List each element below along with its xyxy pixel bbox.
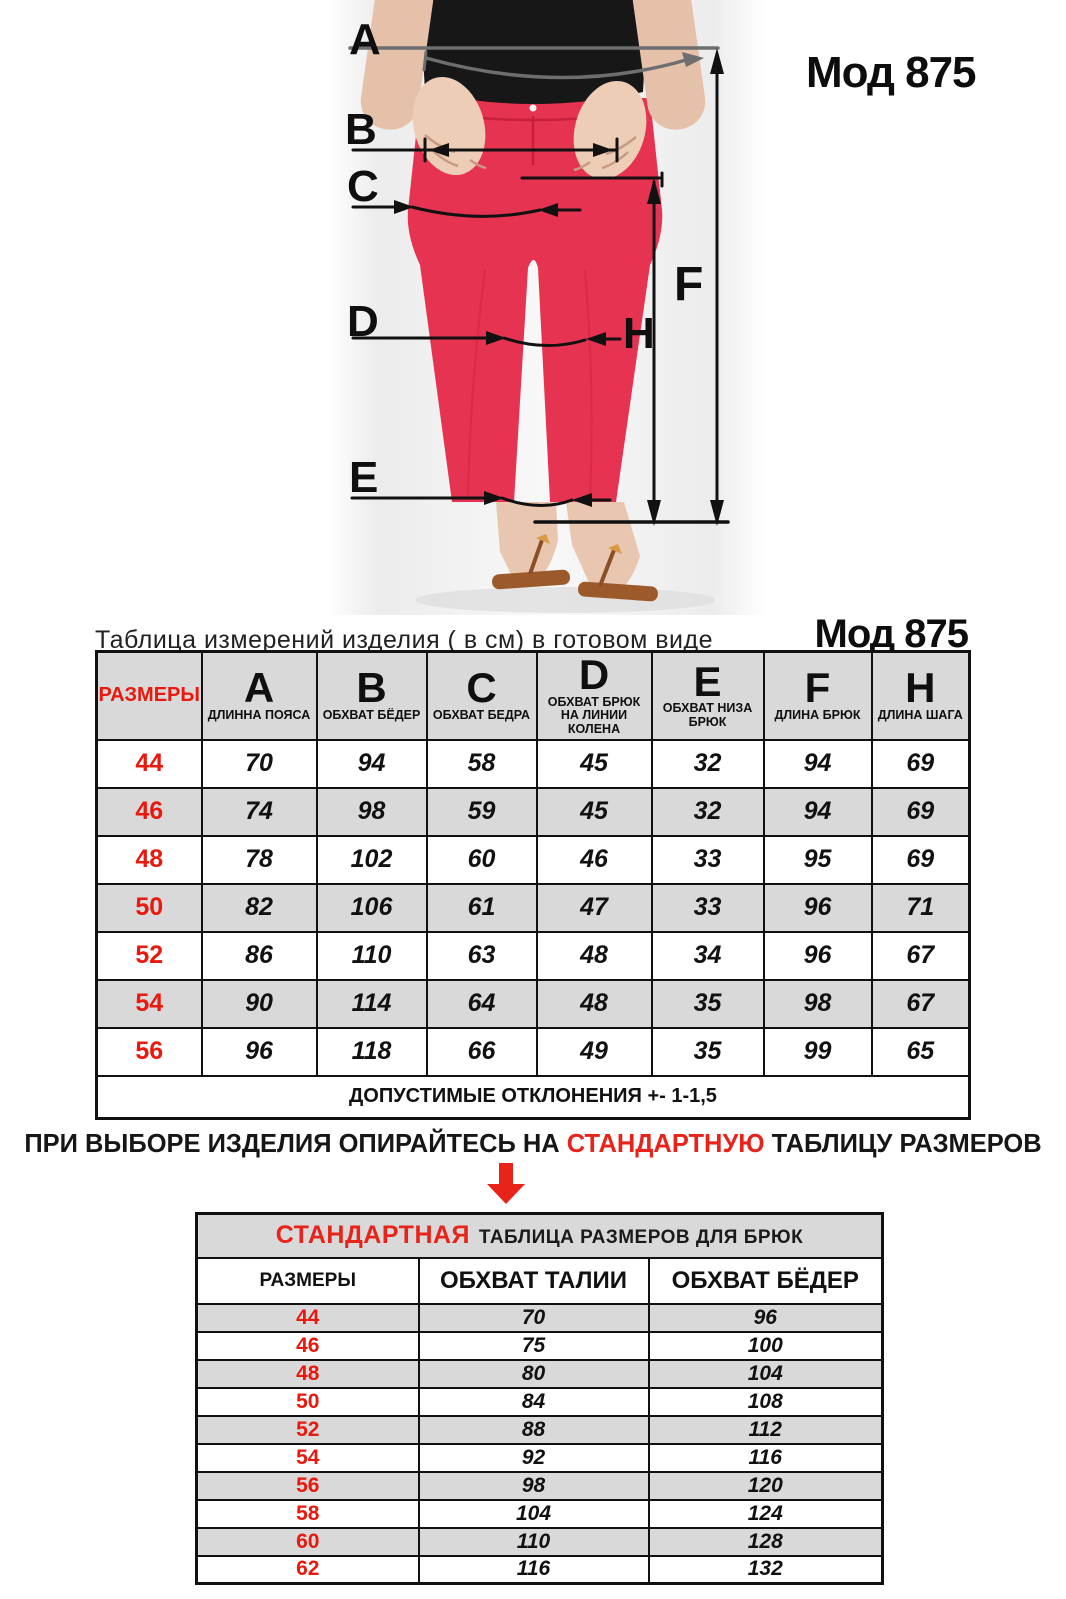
size-value: 44 <box>197 1304 419 1332</box>
measurement-value: 59 <box>427 788 537 836</box>
measurement-value: 69 <box>872 740 970 788</box>
measurement-value: 65 <box>872 1028 970 1076</box>
measurement-value: 32 <box>652 740 764 788</box>
model-title: Мод 875 <box>806 48 976 97</box>
measurement-value: 45 <box>537 788 652 836</box>
size-value: 46 <box>97 788 202 836</box>
hips-value: 120 <box>649 1472 883 1500</box>
measurement-value: 61 <box>427 884 537 932</box>
size-value: 50 <box>197 1388 419 1416</box>
standard-row-62 <box>197 1556 883 1584</box>
waist-value: 88 <box>419 1416 649 1444</box>
measurement-value: 64 <box>427 980 537 1028</box>
measurement-row-48 <box>97 836 970 884</box>
measurement-value: 34 <box>652 932 764 980</box>
column-header-D: D ОБХВАТ БРЮК НА ЛИНИИ КОЛЕНА <box>537 652 652 740</box>
size-value: 54 <box>97 980 202 1028</box>
size-value: 60 <box>197 1528 419 1556</box>
measurement-value: 90 <box>202 980 317 1028</box>
measurement-value: 47 <box>537 884 652 932</box>
measure-label-d: D <box>347 297 379 346</box>
measurement-row-54 <box>97 980 970 1028</box>
measurement-value: 95 <box>764 836 872 884</box>
measurement-value: 32 <box>652 788 764 836</box>
measurement-value: 78 <box>202 836 317 884</box>
standard-table-title-row <box>197 1214 883 1258</box>
measurement-value: 67 <box>872 980 970 1028</box>
hips-value: 96 <box>649 1304 883 1332</box>
hips-value: 108 <box>649 1388 883 1416</box>
waist-value: 98 <box>419 1472 649 1500</box>
size-value: 44 <box>97 740 202 788</box>
size-value: 56 <box>97 1028 202 1076</box>
advisory-pre: ПРИ ВЫБОРЕ ИЗДЕЛИЯ ОПИРАЙТЕСЬ НА <box>24 1128 567 1158</box>
column-header-F: F ДЛИНА БРЮК <box>764 652 872 740</box>
size-value: 50 <box>97 884 202 932</box>
measure-label-e: E <box>349 453 379 502</box>
measurement-row-46 <box>97 788 970 836</box>
measure-label-f: F <box>674 258 704 311</box>
measurement-value: 48 <box>537 932 652 980</box>
measurement-value: 69 <box>872 788 970 836</box>
measurement-value: 35 <box>652 1028 764 1076</box>
size-value: 56 <box>197 1472 419 1500</box>
tolerance-note: ДОПУСТИМЫЕ ОТКЛОНЕНИЯ +- 1-1,5 <box>97 1076 970 1119</box>
measurement-value: 71 <box>872 884 970 932</box>
standard-table-title-rest: ТАБЛИЦА РАЗМЕРОВ ДЛЯ БРЮК <box>478 1227 804 1249</box>
measurement-value: 33 <box>652 884 764 932</box>
measurement-value: 86 <box>202 932 317 980</box>
waist-value: 84 <box>419 1388 649 1416</box>
measurement-value: 49 <box>537 1028 652 1076</box>
hips-value: 132 <box>649 1556 883 1584</box>
hips-value: 104 <box>649 1360 883 1388</box>
hips-value: 112 <box>649 1416 883 1444</box>
waist-value: 110 <box>419 1528 649 1556</box>
measurement-table-header <box>97 652 970 740</box>
standard-row-58 <box>197 1500 883 1528</box>
measurement-value: 114 <box>317 980 427 1028</box>
measurement-table-title: Таблица измерений изделия ( в см) в готовом виде <box>95 626 714 654</box>
advisory-text <box>11 1128 1056 1159</box>
hips-value: 124 <box>649 1500 883 1528</box>
standard-sizes-header: РАЗМЕРЫ <box>197 1258 419 1304</box>
measurement-value: 70 <box>202 740 317 788</box>
size-value: 48 <box>97 836 202 884</box>
hips-value: 100 <box>649 1332 883 1360</box>
measurement-row-52 <box>97 932 970 980</box>
standard-row-56 <box>197 1472 883 1500</box>
measurement-value: 96 <box>764 884 872 932</box>
standard-table-header <box>197 1258 883 1304</box>
standard-row-44 <box>197 1304 883 1332</box>
waist-value: 80 <box>419 1360 649 1388</box>
column-header-H: H ДЛИНА ШАГА <box>872 652 970 740</box>
measurement-value: 99 <box>764 1028 872 1076</box>
size-value: 62 <box>197 1556 419 1584</box>
measurement-row-50 <box>97 884 970 932</box>
advisory-post: ТАБЛИЦУ РАЗМЕРОВ <box>764 1128 1042 1158</box>
measurement-value: 106 <box>317 884 427 932</box>
measurement-value: 74 <box>202 788 317 836</box>
sizes-column-header: РАЗМЕРЫ <box>97 652 202 740</box>
hips-header: ОБХВАТ БЁДЕР <box>649 1258 883 1304</box>
size-value: 58 <box>197 1500 419 1528</box>
measurement-value: 60 <box>427 836 537 884</box>
waist-value: 70 <box>419 1304 649 1332</box>
measurement-value: 35 <box>652 980 764 1028</box>
size-value: 52 <box>197 1416 419 1444</box>
measurement-value: 98 <box>764 980 872 1028</box>
standard-row-46 <box>197 1332 883 1360</box>
waist-value: 75 <box>419 1332 649 1360</box>
measurement-value: 94 <box>764 740 872 788</box>
measurement-value: 58 <box>427 740 537 788</box>
measure-label-a: A <box>349 15 381 64</box>
standard-row-54 <box>197 1444 883 1472</box>
measurement-value: 118 <box>317 1028 427 1076</box>
size-value: 48 <box>197 1360 419 1388</box>
size-value: 52 <box>97 932 202 980</box>
measurement-value: 96 <box>202 1028 317 1076</box>
column-header-B: B ОБХВАТ БЁДЕР <box>317 652 427 740</box>
hips-value: 128 <box>649 1528 883 1556</box>
standard-table-title-highlight: СТАНДАРТНАЯ <box>275 1221 471 1250</box>
waist-header: ОБХВАТ ТАЛИИ <box>419 1258 649 1304</box>
column-header-A: A ДЛИННА ПОЯСА <box>202 652 317 740</box>
measurement-row-56 <box>97 1028 970 1076</box>
measure-label-h: H <box>623 309 655 358</box>
column-header-E: E ОБХВАТ НИЗА БРЮК <box>652 652 764 740</box>
size-value: 46 <box>197 1332 419 1360</box>
measurement-value: 110 <box>317 932 427 980</box>
measurement-value: 98 <box>317 788 427 836</box>
waist-value: 116 <box>419 1556 649 1584</box>
size-value: 54 <box>197 1444 419 1472</box>
tolerance-row <box>97 1076 970 1119</box>
standard-row-48 <box>197 1360 883 1388</box>
waist-value: 92 <box>419 1444 649 1472</box>
standard-row-52 <box>197 1416 883 1444</box>
down-arrow-icon <box>487 1163 525 1205</box>
measurement-value: 94 <box>317 740 427 788</box>
product-photo-diagram <box>0 0 1066 630</box>
measurement-value: 96 <box>764 932 872 980</box>
standard-row-50 <box>197 1388 883 1416</box>
measurement-value: 63 <box>427 932 537 980</box>
measurement-value: 67 <box>872 932 970 980</box>
measure-label-b: B <box>345 105 377 154</box>
measurement-value: 69 <box>872 836 970 884</box>
measurement-row-44 <box>97 740 970 788</box>
measure-label-c: C <box>347 162 379 211</box>
measurement-table <box>95 650 971 1120</box>
waist-value: 104 <box>419 1500 649 1528</box>
measurement-value: 48 <box>537 980 652 1028</box>
measurement-value: 45 <box>537 740 652 788</box>
advisory-highlight: СТАНДАРТНУЮ <box>566 1128 765 1158</box>
model-title-caption: Мод 875 <box>814 612 968 656</box>
measurement-value: 82 <box>202 884 317 932</box>
standard-row-60 <box>197 1528 883 1556</box>
column-header-C: C ОБХВАТ БЕДРА <box>427 652 537 740</box>
measurement-value: 66 <box>427 1028 537 1076</box>
hips-value: 116 <box>649 1444 883 1472</box>
measurement-value: 33 <box>652 836 764 884</box>
measurement-value: 102 <box>317 836 427 884</box>
floor-shadow <box>415 587 715 613</box>
standard-size-table <box>195 1212 884 1585</box>
measurement-value: 94 <box>764 788 872 836</box>
measurement-value: 46 <box>537 836 652 884</box>
